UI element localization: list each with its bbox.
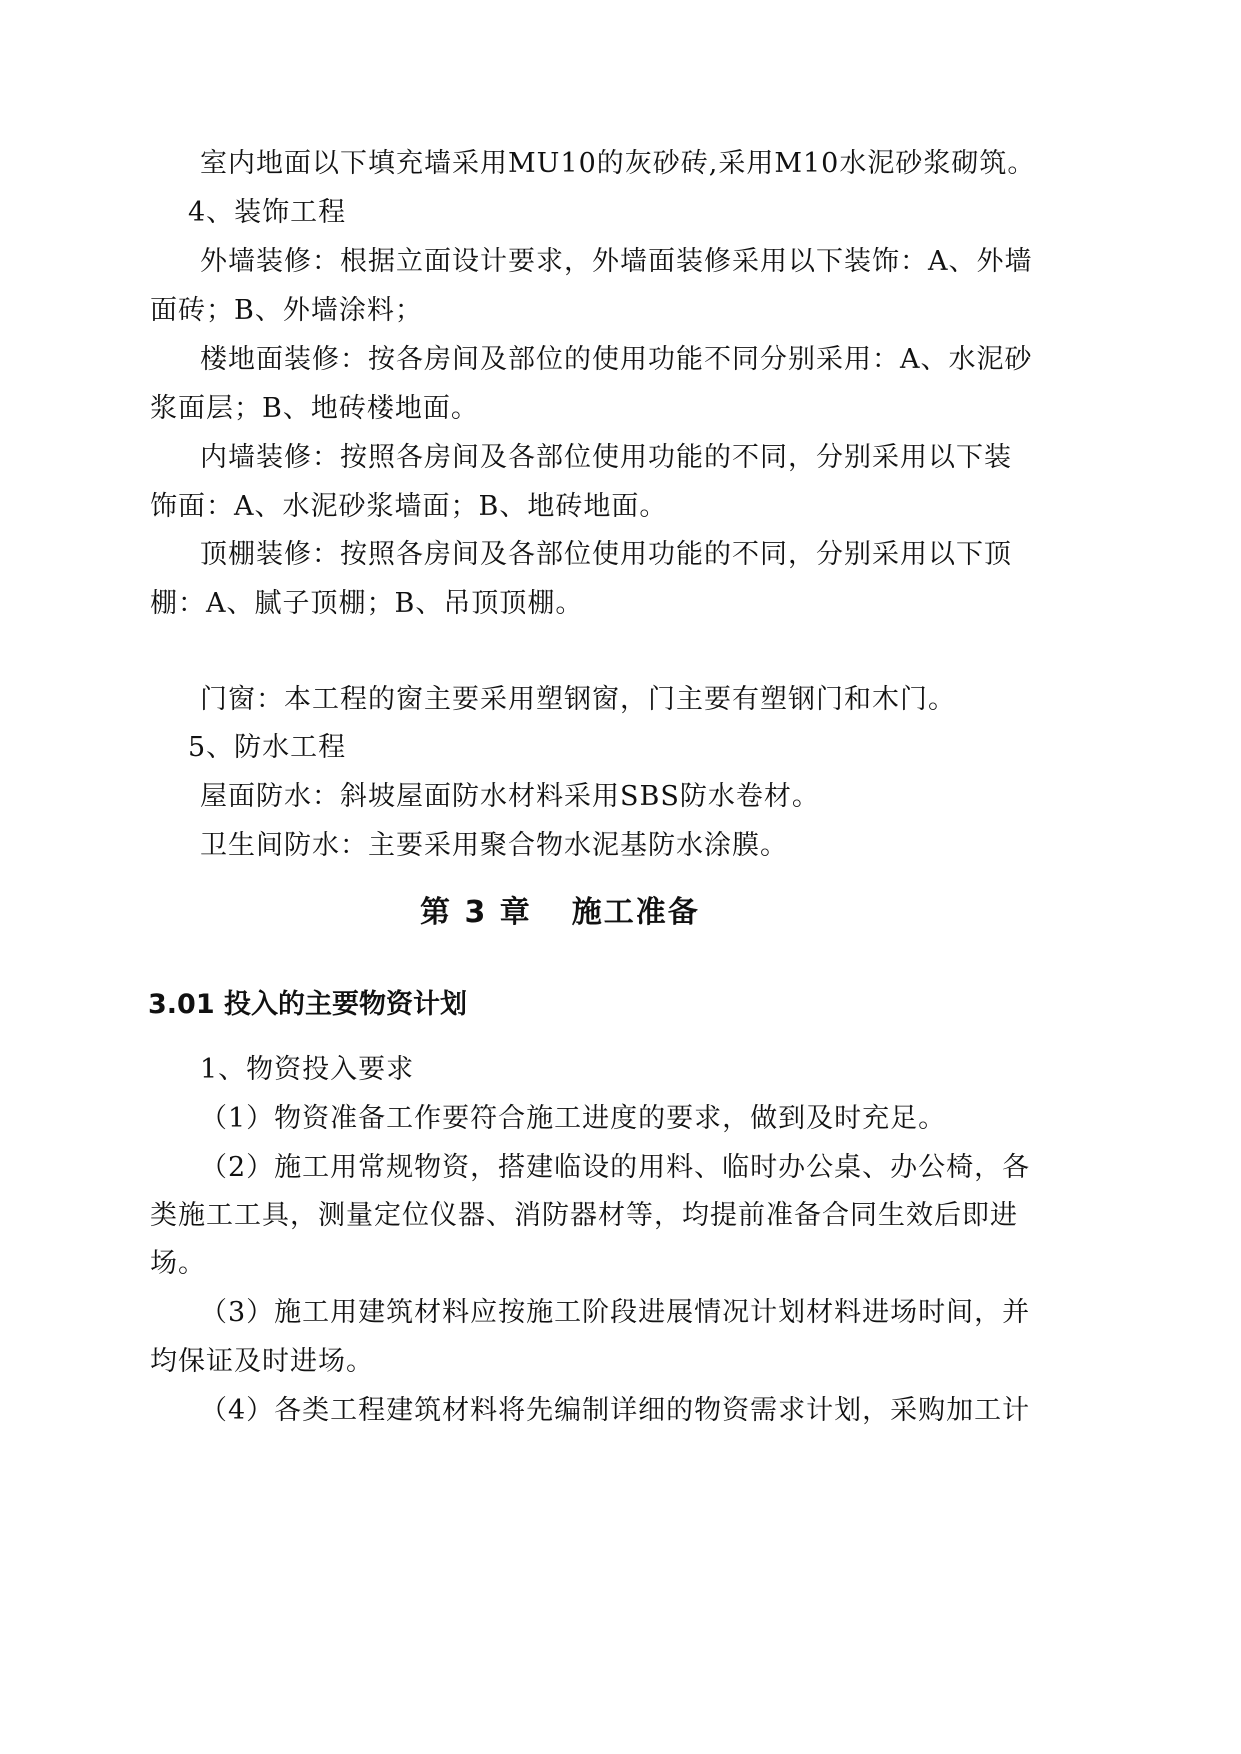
paragraph-exterior-wall: 外墙装修：根据立面设计要求，外墙面装修采用以下装饰：A、外墙 — [200, 246, 1033, 277]
paragraph-floor: 楼地面装修：按各房间及部位的使用功能不同分别采用：A、水泥砂 — [200, 344, 1033, 375]
list-item-cont: 场。 — [150, 1248, 206, 1279]
list-item-cont: 类施工工具，测量定位仪器、消防器材等，均提前准备合同生效后即进 — [150, 1200, 1018, 1231]
list-item: 1、物资投入要求 — [200, 1054, 415, 1085]
paragraph-ceiling-cont: 棚：A、腻子顶棚；B、吊顶顶棚。 — [150, 588, 584, 619]
paragraph-exterior-wall-cont: 面砖；B、外墙涂料； — [150, 295, 423, 326]
subheading-waterproofing: 5、防水工程 — [188, 732, 347, 763]
list-item: （4）各类工程建筑材料将先编制详细的物资需求计划，采购加工计 — [200, 1395, 1031, 1426]
chapter-title: 施工准备 — [571, 895, 700, 930]
subheading-decoration: 4、装饰工程 — [188, 197, 347, 228]
paragraph-floor-cont: 浆面层；B、地砖楼地面。 — [150, 393, 479, 424]
paragraph-infill-wall: 室内地面以下填充墙采用MU10的灰砂砖,采用M10水泥砂浆砌筑。 — [200, 148, 1036, 179]
list-item: （2）施工用常规物资，搭建临设的用料、临时办公桌、办公椅，各 — [200, 1152, 1031, 1183]
chapter-heading — [420, 893, 700, 933]
section-heading: 3.01 投入的主要物资计划 — [148, 989, 468, 1020]
chapter-number: 第 3 章 — [420, 895, 532, 930]
paragraph-ceiling: 顶棚装修：按照各房间及各部位使用功能的不同，分别采用以下顶 — [200, 539, 1012, 570]
paragraph-bathroom-waterproofing: 卫生间防水：主要采用聚合物水泥基防水涂膜。 — [200, 830, 788, 861]
paragraph-roof-waterproofing: 屋面防水：斜坡屋面防水材料采用SBS防水卷材。 — [200, 781, 820, 812]
paragraph-interior-wall: 内墙装修：按照各房间及各部位使用功能的不同，分别采用以下装 — [200, 442, 1012, 473]
list-item-cont: 均保证及时进场。 — [150, 1346, 374, 1377]
paragraph-interior-wall-cont: 饰面：A、水泥砂浆墙面；B、地砖地面。 — [150, 491, 668, 522]
list-item: （1）物资准备工作要符合施工进度的要求，做到及时充足。 — [200, 1103, 947, 1134]
list-item: （3）施工用建筑材料应按施工阶段进展情况计划材料进场时间，并 — [200, 1297, 1031, 1328]
paragraph-doors-windows: 门窗：本工程的窗主要采用塑钢窗，门主要有塑钢门和木门。 — [200, 684, 956, 715]
